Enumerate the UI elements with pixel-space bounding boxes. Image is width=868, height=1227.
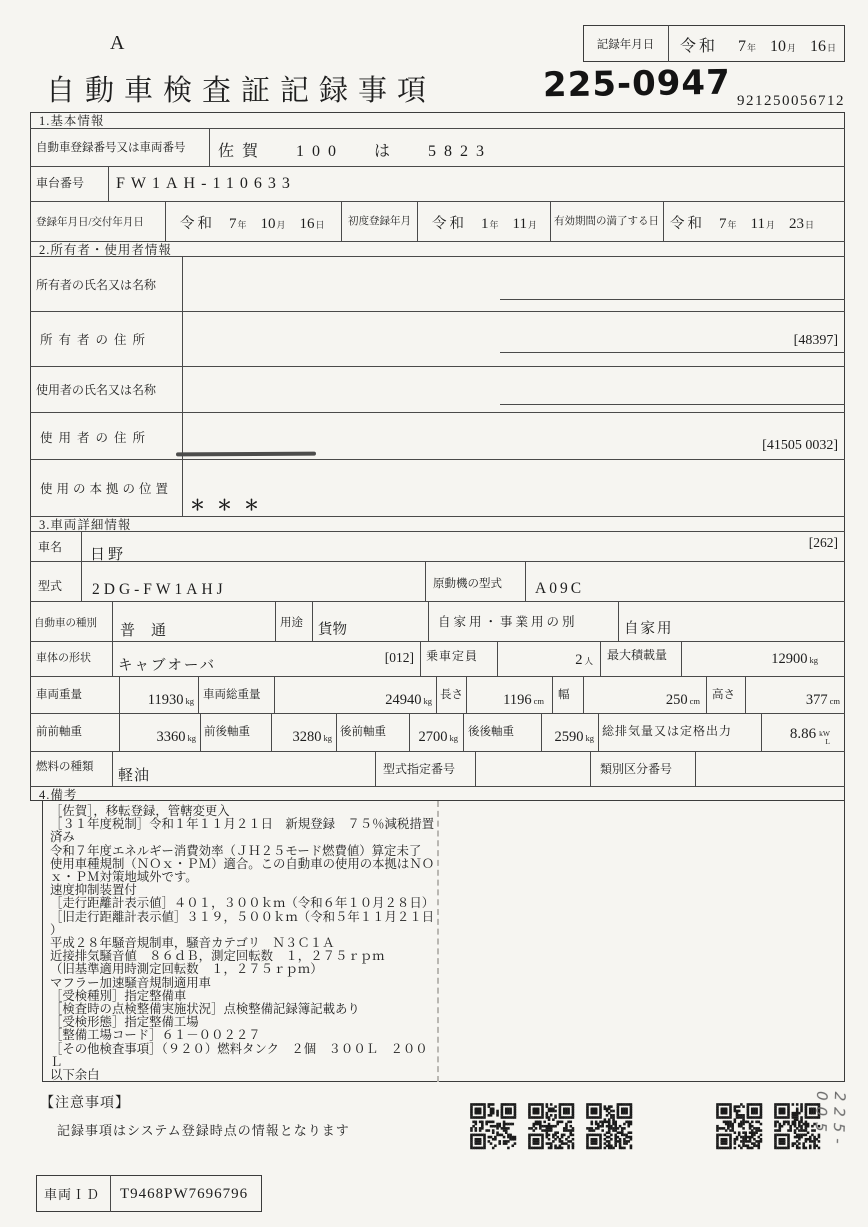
divider: [30, 561, 845, 562]
vehicle-kind-value: 普通: [120, 623, 183, 639]
model-value: 2DG-FW1AHJ: [92, 581, 227, 598]
owner-name-label: 所有者の氏名又は名称: [36, 278, 157, 292]
redaction-mark: [176, 452, 316, 457]
divider: [663, 201, 664, 241]
displacement-label: 総排気量又は定格出力: [602, 724, 733, 738]
section4-title: 4.備考: [39, 787, 78, 802]
divider: [552, 676, 553, 713]
qr-code: [584, 1101, 634, 1151]
divider: [200, 713, 201, 751]
displacement-value: 8.86 kW L: [789, 726, 830, 746]
axle-rear-front-value: 2700 kg: [418, 729, 458, 745]
remark-line: ［受検形態］指定整備工場: [50, 1015, 199, 1030]
use-label: 用途: [280, 617, 303, 629]
axle-rear-front-label: 後前軸重: [340, 726, 386, 738]
divider: [375, 751, 376, 786]
divider: [500, 352, 845, 353]
record-date-era: 令和: [680, 38, 719, 55]
divider: [30, 459, 845, 460]
chassis-number-label: 車台番号: [36, 176, 85, 190]
axle-rear-rear-label: 後後軸重: [468, 726, 514, 738]
owner-address-label: 所有者の住所: [40, 333, 152, 347]
divider: [182, 256, 183, 516]
capacity-label: 乗車定員: [426, 649, 479, 663]
divider: [525, 561, 526, 601]
divider: [695, 751, 696, 786]
vehicle-id-label: 車両ＩＤ: [44, 1187, 101, 1202]
divider: [112, 641, 113, 676]
divider: [436, 676, 437, 713]
divider: [600, 641, 601, 676]
remark-line: マフラー加速騒音規制適用車: [50, 975, 212, 990]
remark-line: 平成２８年騒音規制車，騒音カテゴリ Ｎ３Ｃ１Ａ: [50, 936, 335, 951]
divider: [706, 676, 707, 713]
serial-number: 921250056712: [737, 93, 845, 109]
remark-line: 速度抑制装置付: [50, 883, 137, 898]
page-title: 自動車検査証記録事項: [46, 75, 437, 107]
divider: [745, 676, 746, 713]
record-date-label: 記録年月日: [596, 38, 655, 51]
axle-front-rear-label: 前後軸重: [204, 726, 250, 738]
divider: [198, 676, 199, 713]
vehicle-kind-label: 自動車の種別: [34, 618, 97, 629]
height-value: 377 cm: [805, 692, 840, 708]
divider: [30, 166, 845, 167]
divider: [30, 366, 845, 367]
axle-front-rear-value: 3280 kg: [292, 729, 332, 745]
remark-line: 令和７年度エネルギー消費効率（ＪＨ２５モード燃費値）算定未了: [50, 843, 422, 858]
divider: [274, 676, 275, 713]
base-location-value: ＊＊＊: [190, 498, 272, 514]
expiry-date-label: 有効期間の満了する日: [554, 216, 659, 227]
divider: [497, 641, 498, 676]
base-location-label: 使用の本拠の位置: [40, 482, 173, 496]
axle-rear-rear-value: 2590 kg: [554, 729, 594, 745]
divider: [463, 713, 464, 751]
car-name-value: 日野: [90, 547, 127, 563]
body-shape-label: 車体の形状: [36, 652, 91, 664]
remark-line: ［整備工場コード］６１－００２２７: [50, 1028, 261, 1043]
divider: [30, 786, 845, 787]
engine-model-label: 原動機の型式: [433, 578, 502, 590]
divider: [271, 713, 272, 751]
capacity-value: 2 人: [575, 652, 593, 668]
divider: [590, 751, 591, 786]
gross-weight-label: 車両総重量: [203, 689, 261, 701]
remark-line: ）: [50, 922, 63, 937]
divider: [30, 256, 845, 257]
divider: [550, 201, 551, 241]
divider: [500, 299, 845, 300]
remark-line: Ｌ: [50, 1054, 63, 1069]
divider: [668, 25, 669, 62]
divider: [341, 201, 342, 241]
axle-front-front-label: 前前軸重: [36, 726, 82, 738]
fold-line: [437, 801, 439, 1082]
body-shape-value: キャブオーバ: [118, 658, 217, 674]
registration-date-value: 令和 7 年 10 月 16 日: [180, 216, 325, 232]
divider: [165, 201, 166, 241]
divider: [81, 531, 82, 601]
user-address-label: 使用者の住所: [40, 431, 152, 445]
divider: [30, 601, 845, 602]
length-label: 長さ: [440, 689, 463, 701]
divider: [420, 641, 421, 676]
divider: [336, 713, 337, 751]
divider: [466, 676, 467, 713]
divider: [30, 241, 845, 242]
qr-code: [526, 1101, 576, 1151]
divider: [417, 201, 418, 241]
remark-line: （旧基準適用時測定回転数 １，２７５ｒｐｍ）: [50, 962, 323, 977]
remark-line: ［その他検査事項］（９２０）燃料タンク ２個 ３００Ｌ ２００: [50, 1041, 428, 1056]
use-value: 貨物: [318, 622, 347, 638]
divider: [112, 601, 113, 641]
axle-front-front-value: 3360 kg: [156, 729, 196, 745]
section3-title: 3.車両詳細情報: [39, 517, 132, 532]
divider: [30, 516, 845, 517]
class-number-label: 類別区分番号: [600, 762, 673, 776]
qr-code: [714, 1101, 764, 1151]
first-registration-label: 初度登録年月: [348, 216, 411, 227]
remarks-text: [50, 805, 435, 1082]
chassis-number-value: FW1AH-110633: [116, 175, 296, 192]
body-shape-code: [012]: [384, 650, 414, 665]
divider: [583, 676, 584, 713]
notice-title: 【注意事項】: [40, 1096, 130, 1111]
divider: [119, 713, 120, 751]
remark-line: ［検査時の点検整備実施状況］点検整備記録簿記載あり: [50, 1002, 360, 1017]
divider: [30, 676, 845, 677]
divider: [108, 166, 109, 201]
user-name-label: 使用者の氏名又は名称: [36, 383, 157, 397]
private-business-label: 自家用・事業用の別: [438, 615, 578, 629]
max-load-value: 12900 kg: [771, 651, 818, 667]
remark-line: 以下余白: [50, 1068, 100, 1083]
divider: [112, 751, 113, 786]
gross-weight-value: 24940 kg: [385, 692, 432, 708]
divider: [30, 201, 845, 202]
divider: [30, 713, 845, 714]
height-label: 高さ: [712, 689, 735, 701]
registration-date-label: 登録年月日/交付年月日: [36, 217, 144, 228]
expiry-date-value: 令和 7 年 11 月 23 日: [670, 216, 814, 232]
divider: [30, 751, 845, 752]
divider: [618, 601, 619, 641]
remark-line: 済み: [50, 830, 75, 845]
registration-number-label: 自動車登録番号又は車両番号: [36, 142, 186, 154]
divider: [428, 601, 429, 641]
remark-line: ［受検種別］指定整備車: [50, 988, 187, 1003]
remark-line: ［３１年度税制］令和１年１１月２１日 新規登録 ７５％減税措置: [50, 817, 435, 832]
remark-line: 使用車種規制（ＮＯｘ・ＰＭ）適合。この自動車の使用の本拠はＮＯ: [50, 856, 435, 871]
qr-code: [468, 1101, 518, 1151]
vehicle-id-value: T9468PW7696796: [120, 1186, 249, 1202]
fuel-type-label: 燃料の種類: [36, 761, 94, 773]
remark-line: 近接排気騒音値 ８６ｄＢ，測定回転数 １，２７５ｒｐｍ: [50, 949, 385, 964]
width-label: 幅: [558, 689, 570, 701]
car-name-code: [262]: [808, 535, 838, 550]
owner-address-code: [48397]: [793, 333, 838, 348]
remark-line: ［走行距離計表示値］４０１，３００ｋｍ（令和６年１０月２８日）: [50, 896, 435, 911]
divider: [30, 128, 845, 129]
private-business-value: 自家用: [624, 621, 674, 637]
first-registration-value: 令和 1 年 11 月: [432, 216, 537, 232]
remark-line: ｘ・ＰＭ対策地域外です。: [50, 870, 198, 885]
divider: [425, 561, 426, 601]
divider: [209, 128, 210, 166]
max-load-label: 最大積載量: [607, 648, 668, 662]
user-address-code: [41505 0032]: [762, 438, 838, 453]
remark-line: ［旧走行距離計表示値］３１９，５００ｋｍ（令和５年１１月２１日: [50, 909, 435, 924]
registration-number-value: 佐賀 100 は 5823: [218, 143, 493, 160]
vehicle-weight-label: 車両重量: [36, 689, 82, 701]
divider: [30, 311, 845, 312]
notice-text: 記録事項はシステム登録時点の情報となります: [57, 1123, 350, 1138]
divider: [30, 531, 845, 532]
corner-mark: A: [110, 32, 125, 54]
model-label: 型式: [38, 579, 63, 593]
record-date: 令和 7 年 10 月 16 日: [680, 33, 836, 56]
divider: [30, 641, 845, 642]
handwritten-number: 225-0947: [542, 62, 731, 106]
divider: [500, 404, 845, 405]
section1-title: 1.基本情報: [39, 114, 105, 128]
handwritten-side-note: 225-005: [811, 1090, 849, 1151]
remark-line: ［佐賀］，移転登録，管轄変更入: [50, 804, 230, 818]
divider: [312, 601, 313, 641]
divider: [681, 641, 682, 676]
divider: [475, 751, 476, 786]
vehicle-weight-value: 11930 kg: [147, 692, 194, 708]
type-designation-label: 型式指定番号: [383, 762, 456, 776]
car-name-label: 車名: [38, 540, 63, 554]
length-value: 1196 cm: [503, 692, 544, 708]
divider: [275, 601, 276, 641]
section2-title: 2.所有者・使用者情報: [39, 242, 172, 257]
divider: [30, 412, 845, 413]
engine-model-value: A09C: [535, 580, 585, 597]
width-value: 250 cm: [665, 692, 700, 708]
divider: [110, 1175, 111, 1212]
fuel-type-value: 軽油: [118, 768, 151, 784]
divider: [598, 713, 599, 751]
